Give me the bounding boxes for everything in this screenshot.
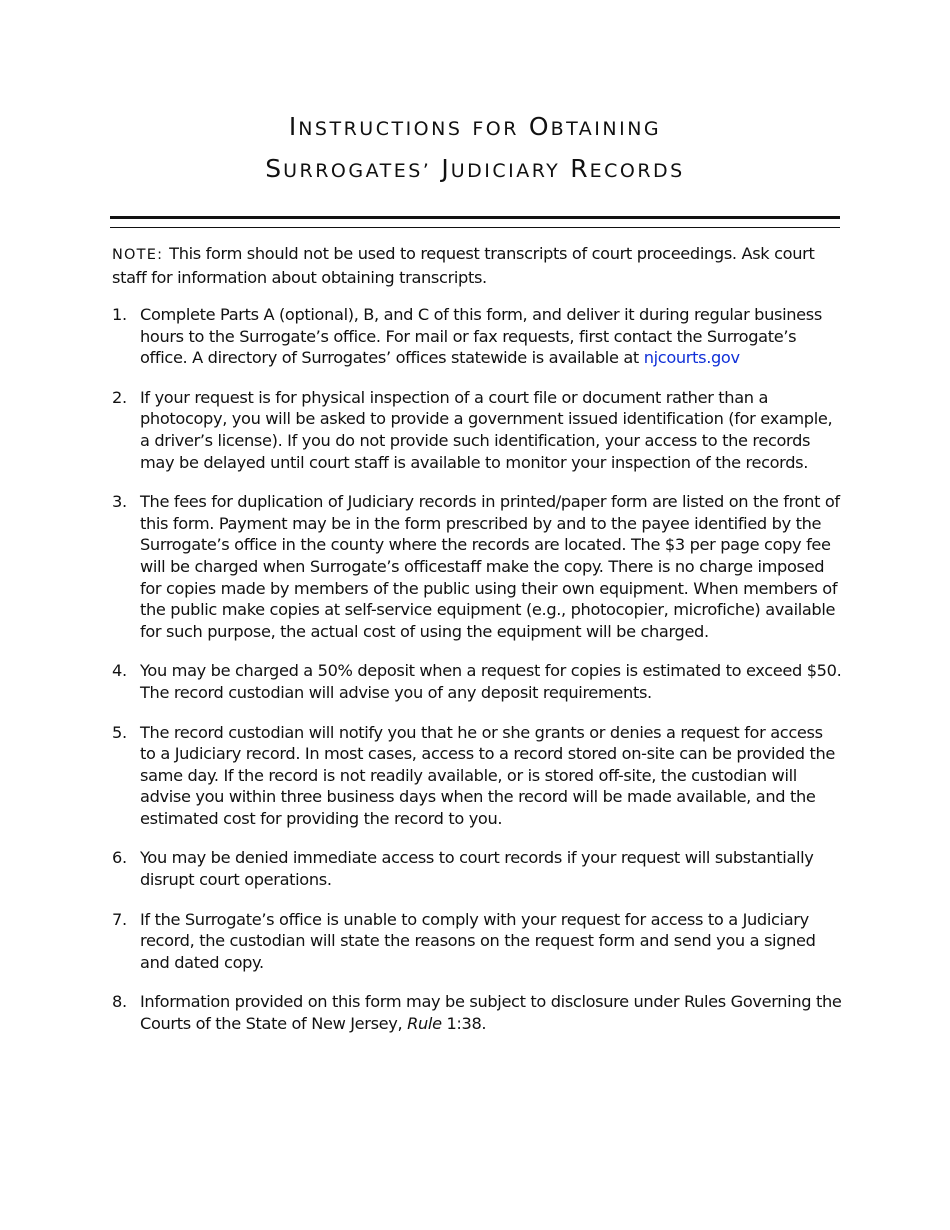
title-line-1 [0,112,950,141]
item-number: 6. [112,848,127,868]
item-text: The fees for duplication of Judiciary records in printed/paper form are listed on the front of this form. Payment may be in the form prescribed by and to the payee identified by the Surrogate’s office in the county where the records are located. The $3 per page copy fee will be charged when Surrogate’s officestaff make the copy. There is no charge imposed for copies made by members of the public using their own equipment. When members of the public make copies at self-service equipment (e.g., photocopier, microfiche) available for such purpose, the actual cost of using the equipment will be charged. [140,492,840,641]
item-text: If the Surrogate’s office is unable to comply with your request for access to a Judiciary record, the custodian will state the reasons on the request form and send you a signed and dated copy. [140,909,816,972]
list-item [112,722,842,830]
item-number: 1. [112,305,127,324]
item-text: The record custodian will notify you that he or she grants or denies a request for access to a Judiciary record. In most cases, access to a record stored on-site can be provided the same day. If the record is not readily available, or is stored off-site, the custodian will advise you within three business days when the record will be made available, and the estimated cost for providing the record to you. [140,722,835,828]
item-number: 5. [112,722,127,742]
double-rule-divider [110,216,840,228]
item-text: Information provided on this form may be subject to disclosure under Rules Governing the Courts of the State of New Jersey, [140,992,842,1034]
list-item [112,847,842,890]
item-text: You may be charged a 50% deposit when a request for copies is estimated to exceed $50. The record custodian will advise you of any deposit requirements. [140,661,842,702]
note-text: This form should not be used to request transcripts of court proceedings. Ask court staff for information about obtaining transcripts. [112,244,815,287]
title-word-instructions: INSTRUCTIONS [288,112,463,141]
title-line-2 [0,154,950,183]
item-number: 7. [112,909,127,929]
instructions-list [112,304,842,1053]
list-item [112,660,842,703]
item-number: 8. [112,992,127,1012]
title-word-surrogates: SURROGATES’ [265,154,432,183]
list-item [112,491,842,642]
item-text: Complete Parts A (optional), B, and C of this form, and deliver it during regular business hours to the Surrogate’s office. For mail or fax requests, first contact the Surrogate’s office. A directory of Surrogates’ offices statewide is available at [140,305,822,368]
note-paragraph [112,243,832,288]
list-item [112,991,842,1034]
title-word-obtaining: OBTAINING [528,112,662,141]
item-number: 4. [112,661,127,681]
note-label: NOTE: [112,247,164,263]
list-item [112,909,842,974]
item-number: 2. [112,387,127,407]
item-number: 3. [112,492,127,512]
title-word-records: RECORDS [570,154,685,183]
item-text: You may be denied immediate access to court records if your request will substantially disrupt court operations. [140,848,814,890]
title-word-for: FOR [472,118,519,140]
item-text: If your request is for physical inspection of a court file or document rather than a photocopy, you will be asked to provide a government issued identification (for example, a driver’s license). If you do not provide such identification, your access to the records may be delayed until court staff is available to monitor your inspection of the records. [140,387,833,472]
item-text-tail: 1:38. [441,1014,487,1034]
list-item [112,387,842,473]
list-item [112,304,842,369]
njcourts-link[interactable]: njcourts.gov [643,348,740,368]
title-word-judiciary: JUDICIARY [441,154,561,183]
rule-emphasis: Rule [407,1014,442,1034]
